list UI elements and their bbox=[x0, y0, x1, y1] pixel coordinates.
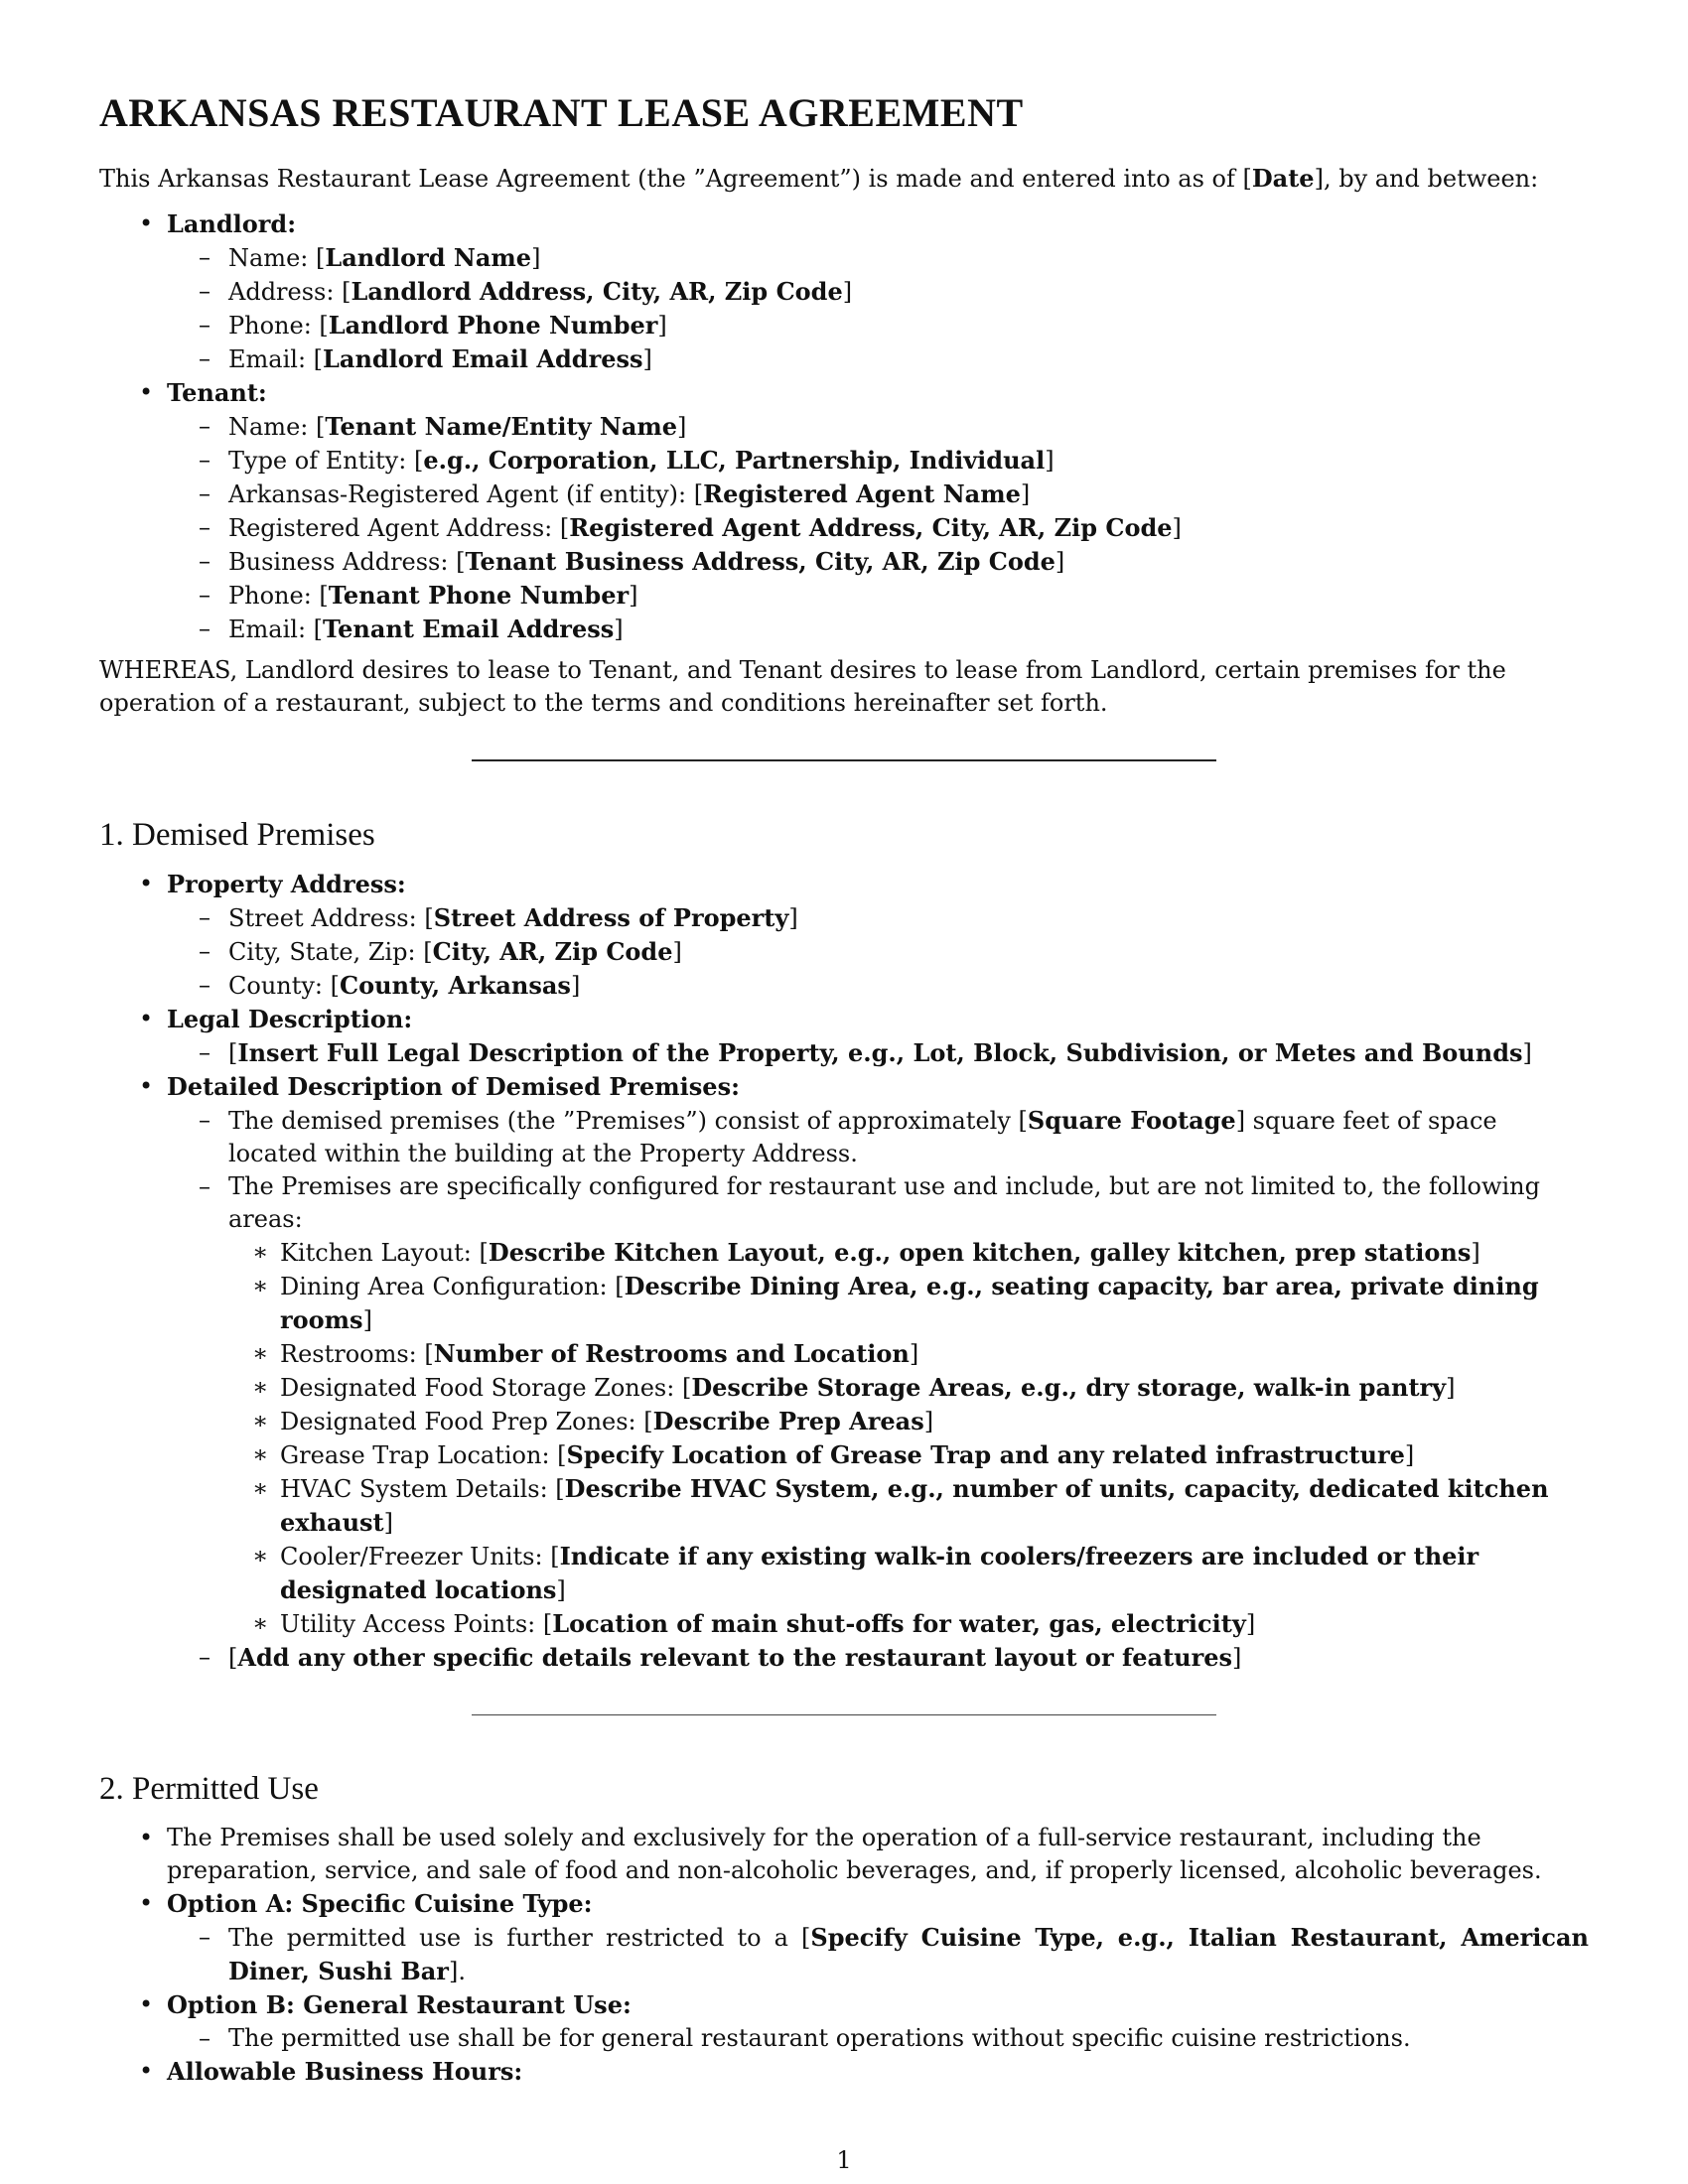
option-b-text: – The permitted use shall be for general restaurant operations without specific cuisine restrictions. bbox=[228, 2022, 1589, 2055]
area-cooler-freezer: ∗ Cooler/Freezer Units: [Indicate if any existing walk-in coolers/freezers are included or their designated locations] bbox=[280, 1540, 1589, 1607]
tenant-name: – Name: [Tenant Name/Entity Name] bbox=[228, 410, 1589, 444]
street-address: – Street Address: [Street Address of Property] bbox=[228, 901, 1589, 935]
tenant-phone: – Phone: [Tenant Phone Number] bbox=[228, 579, 1589, 613]
tenant-entity-type: – Type of Entity: [e.g., Corporation, LLC, Partnership, Individual] bbox=[228, 444, 1589, 478]
section-1-list bbox=[99, 868, 1589, 1675]
section-divider bbox=[472, 1714, 1216, 1715]
page-number: 1 bbox=[836, 2146, 852, 2174]
option-a-item: • Option A: Specific Cuisine Type: – The permitted use is further restricted to a [Specify Cuisine Type, e.g., Italian Restaurant, American Diner, Sushi Bar]. bbox=[167, 1887, 1589, 1988]
area-dining: ∗ Dining Area Configuration: [Describe Dining Area, e.g., seating capacity, bar area, private dining rooms] bbox=[280, 1270, 1589, 1337]
parties-list bbox=[99, 207, 1589, 646]
tenant-registered-agent: – Arkansas-Registered Agent (if entity): [Registered Agent Name] bbox=[228, 478, 1589, 511]
option-b-item: • Option B: General Restaurant Use: – The permitted use shall be for general restaurant operations without specific cuisine restrictions. bbox=[167, 1988, 1589, 2055]
tenant-agent-address: – Registered Agent Address: [Registered Agent Address, City, AR, Zip Code] bbox=[228, 511, 1589, 545]
legal-description-item: • Legal Description: – [Insert Full Legal Description of the Property, e.g., Lot, Block, Subdivision, or Metes and Bounds] bbox=[167, 1003, 1589, 1070]
landlord-address: – Address: [Landlord Address, City, AR, Zip Code] bbox=[228, 275, 1589, 309]
area-grease-trap: ∗ Grease Trap Location: [Specify Location of Grease Trap and any related infrastructure] bbox=[280, 1438, 1589, 1472]
property-address-item: • Property Address: – Street Address: [Street Address of Property] – City, State, Zip: [City, AR, Zip Code] – County: [County, Arkansas] bbox=[167, 868, 1589, 1003]
landlord-item: • Landlord: – Name: [Landlord Name] – Address: [Landlord Address, City, AR, Zip Code] – Phone: [Landlord Phone Number] – Email: [Landlord Email Address] bbox=[167, 207, 1589, 376]
date-placeholder: Date bbox=[1251, 164, 1315, 193]
legal-description: – [Insert Full Legal Description of the Property, e.g., Lot, Block, Subdivision, or Metes and Bounds] bbox=[228, 1036, 1589, 1070]
section-2-list bbox=[99, 1822, 1589, 2089]
intro-paragraph: This Arkansas Restaurant Lease Agreement (the ”Agreement”) is made and entered into as of [Date], by and between: bbox=[99, 164, 1539, 193]
other-details: – [Add any other specific details relevant to the restaurant layout or features] bbox=[228, 1641, 1589, 1675]
area-food-prep: ∗ Designated Food Prep Zones: [Describe Prep Areas] bbox=[280, 1405, 1589, 1438]
permitted-use-text: • The Premises shall be used solely and exclusively for the operation of a full-service restaurant, including the preparation, service, and sale of food and non-alcoholic beverages, and, if properly licensed, alcoholic beverages. bbox=[167, 1822, 1589, 1887]
square-footage: – The demised premises (the ”Premises”) consist of approximately [Square Footage] square feet of space located within the building at the Property Address. bbox=[228, 1104, 1589, 1170]
city-state-zip: – City, State, Zip: [City, AR, Zip Code] bbox=[228, 935, 1589, 969]
configured-areas: – The Premises are specifically configured for restaurant use and include, but are not limited to, the following areas: ∗ Kitchen Layout: [Describe Kitchen Layout, e.g., open kitchen, galley kitchen, prep stations] ∗ Dining Area Configuration: [Describe Dining Area, e.g., seating capacity, bar area, private dining rooms] ∗ Restrooms: [Number of Restrooms and Location] ∗ Designated Food Storage Zones: [Describe Storage Areas, e.g., dry storage, walk-in pantry] ∗ Designated Food Prep Zones: [Describe Prep Areas] ∗ Grease Trap Location: [Specify Location of Grease Trap and any related infrastructure] ∗ HVAC System Details: [Describe HVAC System, e.g., number of units, capacity, dedicated kitchen exhaust] ∗ Cooler/Freezer Units: [Indicate if any existing walk-in coolers/freezers are included or their designated locations] ∗ Utility Access Points: [Location of main shut-offs for water, gas, electricity] bbox=[228, 1170, 1589, 1641]
tenant-item: • Tenant: – Name: [Tenant Name/Entity Name] – Type of Entity: [e.g., Corporation, LLC, Partnership, Individual] – Arkansas-Registered Agent (if entity): [Registered Agent Name] – Registered Agent Address: [Registered Agent Address, City, AR, Zip Code] – Business Address: [Tenant Business Address, City, AR, Zip Code] – Phone: [Tenant Phone Number] – Email: [Tenant Email Address] bbox=[167, 376, 1589, 646]
area-food-storage: ∗ Designated Food Storage Zones: [Describe Storage Areas, e.g., dry storage, walk-in pantry] bbox=[280, 1371, 1589, 1405]
business-hours-item: • Allowable Business Hours: bbox=[167, 2055, 1589, 2089]
tenant-business-address: – Business Address: [Tenant Business Address, City, AR, Zip Code] bbox=[228, 545, 1589, 579]
area-utility-access: ∗ Utility Access Points: [Location of main shut-offs for water, gas, electricity] bbox=[280, 1607, 1589, 1641]
detailed-description-item: • Detailed Description of Demised Premises: – The demised premises (the ”Premises”) consist of approximately [Square Footage] square feet of space located within the building at the Property Address. – The Premises are specifically configured for restaurant use and include, but are not limited to, the following areas: ∗ Kitchen Layout: [Describe Kitchen Layout, e.g., open kitchen, galley kitchen, prep stations] ∗ Dining Area Configuration: [Describe Dining Area, e.g., seating capacity, bar area, private dining rooms] ∗ Restrooms: [Number of Restrooms and Location] ∗ Designated Food Storage Zones: [Describe Storage Areas, e.g., dry storage, walk-in pantry] ∗ Designated Food Prep Zones: [Describe Prep Areas] ∗ Grease Trap Location: [Specify Location of Grease Trap and any related infrastructure] ∗ HVAC System Details: [Describe HVAC System, e.g., number of units, capacity, dedicated kitchen exhaust] ∗ Cooler/Freezer Units: [Indicate if any existing walk-in coolers/freezers are included or their designated locations] ∗ Utility Access Points: [Location of main shut-offs for water, gas, electricity] – [Add any other specific details relevant to the restaurant layout or features] bbox=[167, 1070, 1589, 1675]
document-page bbox=[99, 79, 1589, 2097]
county: – County: [County, Arkansas] bbox=[228, 969, 1589, 1003]
section-1-heading: 1. Demised Premises bbox=[99, 817, 375, 853]
landlord-email: – Email: [Landlord Email Address] bbox=[228, 342, 1589, 376]
section-divider bbox=[472, 759, 1216, 761]
landlord-name: – Name: [Landlord Name] bbox=[228, 241, 1589, 275]
section-2-heading: 2. Permitted Use bbox=[99, 1771, 319, 1807]
whereas-paragraph: WHEREAS, Landlord desires to lease to Tenant, and Tenant desires to lease from Landlord, certain premises for the operation of a restaurant, subject to the terms and conditions hereinafter set forth. bbox=[99, 656, 1506, 717]
area-restrooms: ∗ Restrooms: [Number of Restrooms and Location] bbox=[280, 1337, 1589, 1371]
area-kitchen-layout: ∗ Kitchen Layout: [Describe Kitchen Layout, e.g., open kitchen, galley kitchen, prep stations] bbox=[280, 1236, 1589, 1270]
option-a-text: – The permitted use is further restricted to a [Specify Cuisine Type, e.g., Italian Restaurant, American Diner, Sushi Bar]. bbox=[228, 1921, 1589, 1988]
landlord-phone: – Phone: [Landlord Phone Number] bbox=[228, 309, 1589, 342]
tenant-email: – Email: [Tenant Email Address] bbox=[228, 613, 1589, 646]
document-title: ARKANSAS RESTAURANT LEASE AGREEMENT bbox=[99, 90, 1024, 135]
area-hvac: ∗ HVAC System Details: [Describe HVAC System, e.g., number of units, capacity, dedicated kitchen exhaust] bbox=[280, 1472, 1589, 1540]
